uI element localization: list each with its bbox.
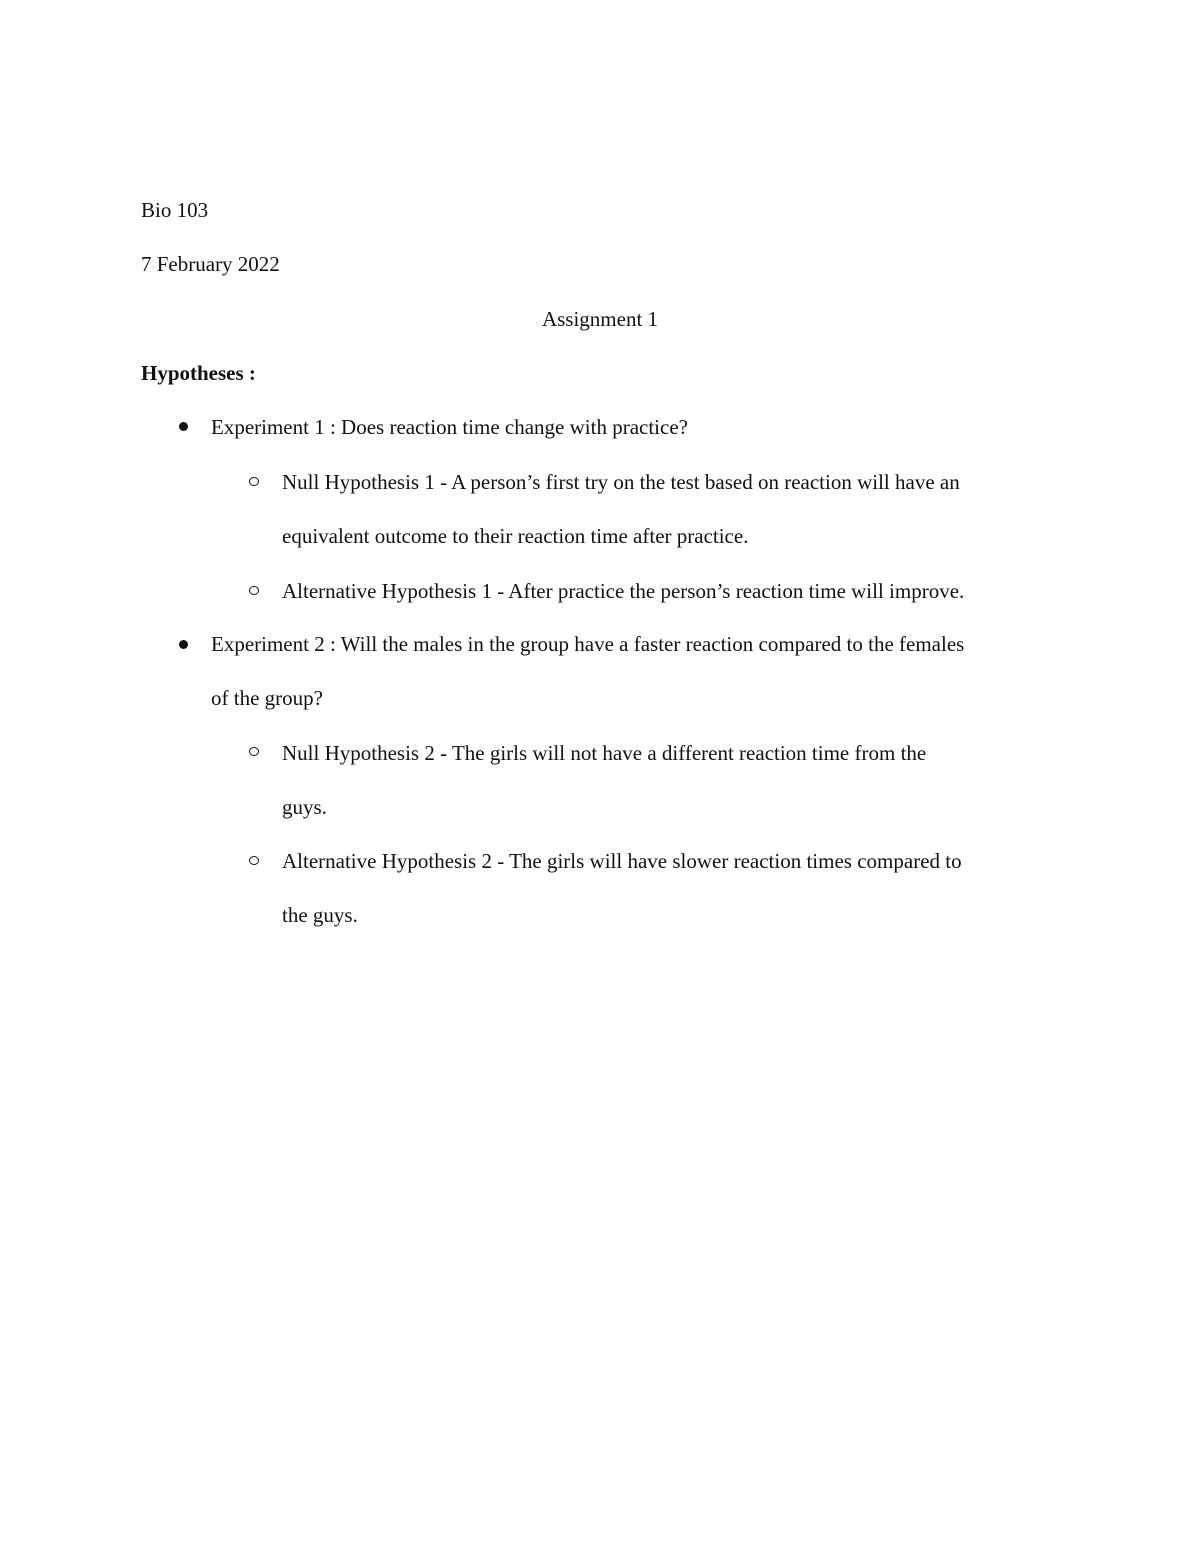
alternative-hypothesis-1: Alternative Hypothesis 1 - After practice the person’s reaction time will improve. xyxy=(282,579,965,603)
assignment-title: Assignment 1 xyxy=(541,307,659,331)
hypotheses-heading: Hypotheses : xyxy=(141,361,256,385)
null-hypothesis-2-line-1: Null Hypothesis 2 - The girls will not have a different reaction time from the xyxy=(282,741,927,765)
null-hypothesis-1-line-1: Null Hypothesis 1 - A person’s first try on the test based on reaction will have an xyxy=(282,470,960,494)
course-name: Bio 103 xyxy=(141,198,209,222)
alternative-hypothesis-2-line-2: the guys. xyxy=(282,903,358,927)
null-hypothesis-1-line-2: equivalent outcome to their reaction time after practice. xyxy=(282,524,749,548)
document-date: 7 February 2022 xyxy=(141,252,280,276)
bullet-circle-icon xyxy=(249,586,259,595)
bullet-circle-icon xyxy=(249,747,259,756)
bullet-dot-icon xyxy=(179,640,188,649)
alternative-hypothesis-2-line-1: Alternative Hypothesis 2 - The girls will have slower reaction times compared to xyxy=(282,849,962,873)
bullet-dot-icon xyxy=(179,422,188,431)
bullet-circle-icon xyxy=(249,477,259,486)
experiment-2-question-line-2: of the group? xyxy=(211,686,323,710)
experiment-1-question: Experiment 1 : Does reaction time change with practice? xyxy=(211,415,688,439)
bullet-circle-icon xyxy=(249,856,259,865)
experiment-2-question-line-1: Experiment 2 : Will the males in the group have a faster reaction compared to the females xyxy=(211,632,965,656)
null-hypothesis-2-line-2: guys. xyxy=(282,795,327,819)
